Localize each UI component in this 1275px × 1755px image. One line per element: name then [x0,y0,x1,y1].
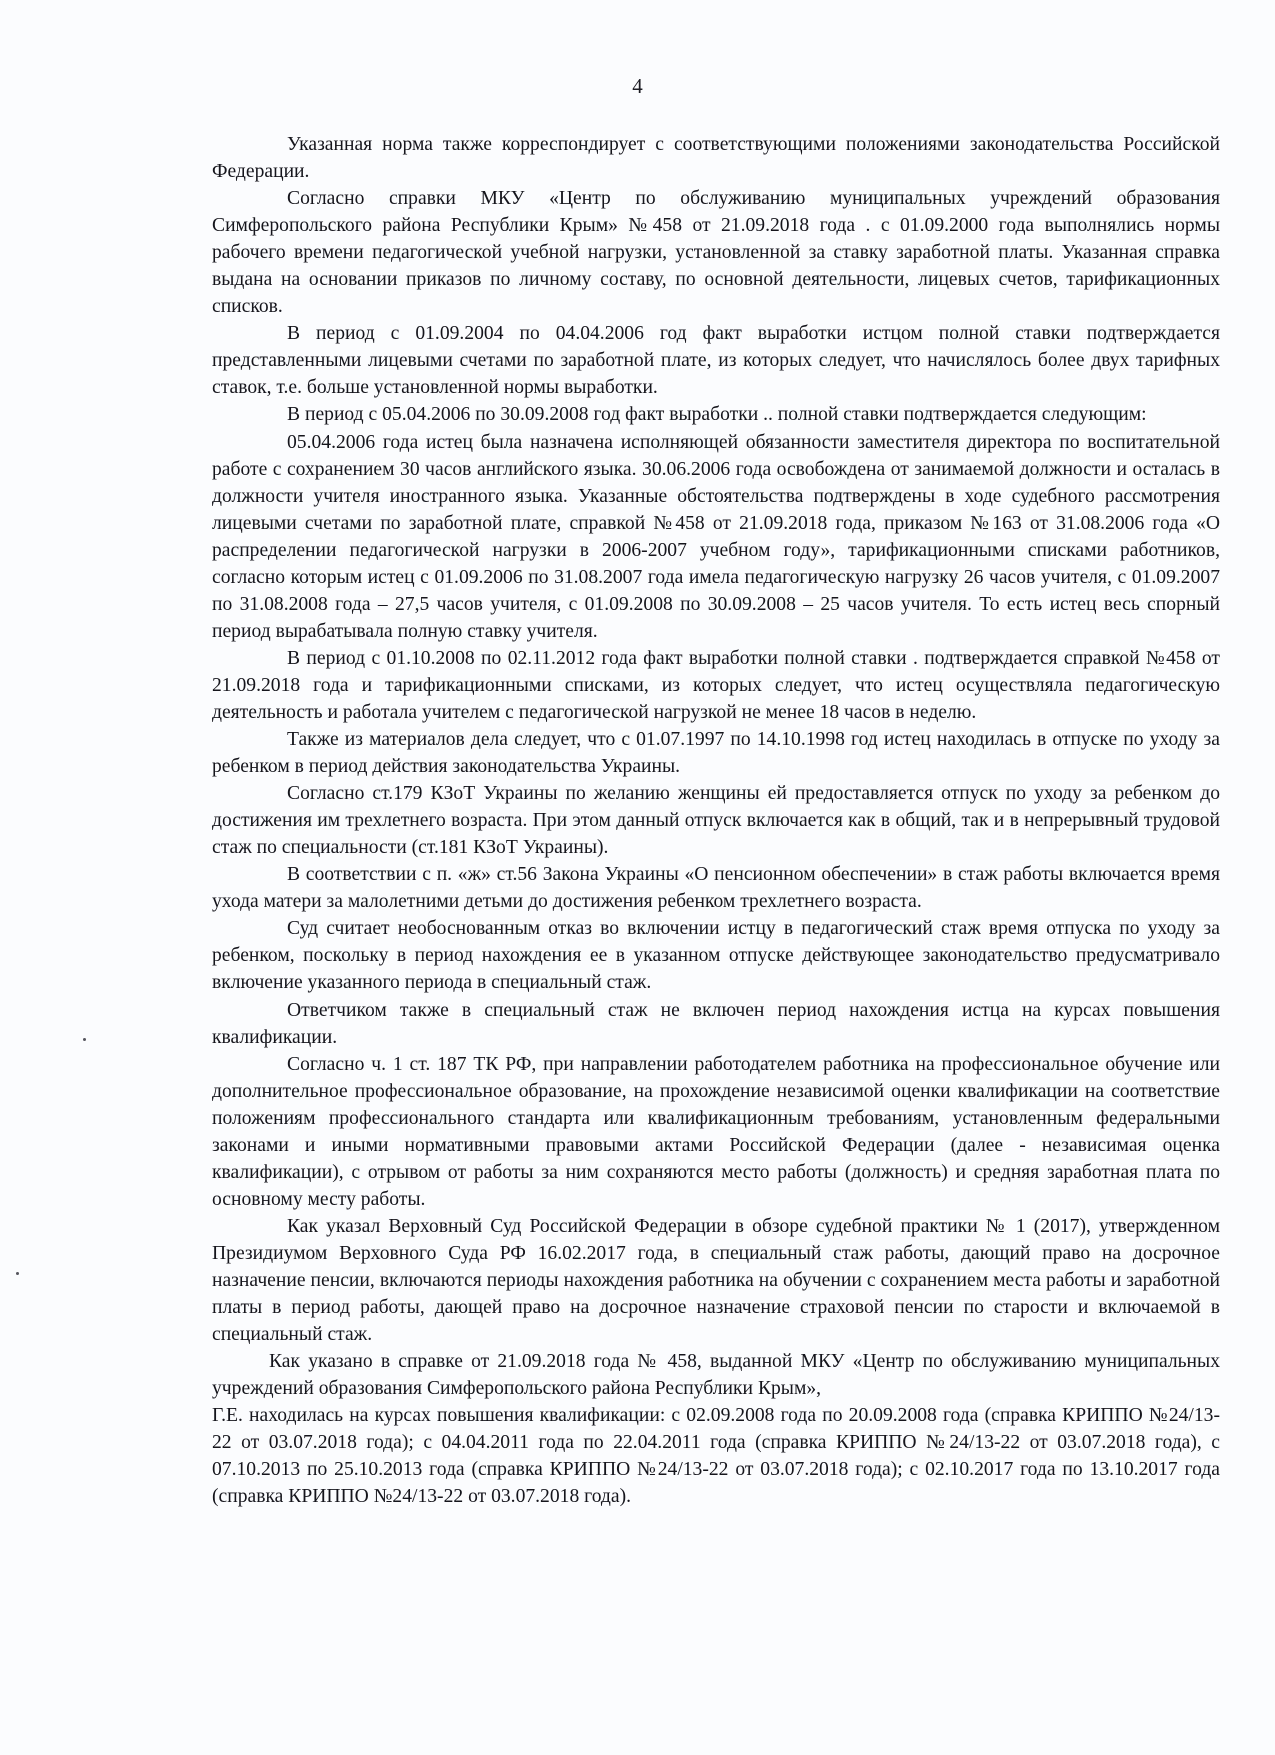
document-body [212,131,1220,1510]
paragraph: Согласно ст.179 КЗоТ Украины по желанию женщины ей предоставляется отпуск по уходу за ребенком до достижения им трехлетнего возраста. При этом данный отпуск включается как в общий, так и в непрерывный трудовой стаж по специальности (ст.181 КЗоТ Украины). [212,783,1220,859]
paragraph: Г.Е. находилась на курсах повышения квалификации: с 02.09.2008 года по 20.09.2008 года (справка КРИППО №24/13-22 от 03.07.2018 года); с 04.04.2011 года по 22.04.2011 года (справка КРИППО №24/13-22 от 03.07.2018 года), с 07.10.2013 по 25.10.2013 года (справка КРИППО №24/13-22 от 03.07.2018 года); с 02.10.2017 года по 13.10.2017 года (справка КРИППО №24/13-22 от 03.07.2018 года). [212,1405,1220,1508]
paragraph: Ответчиком также в специальный стаж не включен период нахождения истца на курсах повышения квалификации. [212,999,1220,1048]
paragraph: Согласно ч. 1 ст. 187 ТК РФ, при направлении работодателем работника на профессиональное обучение или дополнительное профессиональное образование, на прохождение независимой оценки квалификации на соответствие положениям профессионального стандарта или квалификационным требованиям, установленным федеральными законами и иными нормативными правовыми актами Российской Федерации (далее - независимая оценка квалификации), с отрывом от работы за ним сохраняются место работы (должность) и средняя заработная плата по основному месту работы. [212,1053,1220,1210]
paragraph: 05.04.2006 года истец была назначена исполняющей обязанности заместителя директора по воспитательной работе с сохранением 30 часов английского языка. 30.06.2006 года освобождена от занимаемой должности и осталась в должности учителя иностранного языка. Указанные обстоятельства подтверждены в ходе судебного рассмотрения лицевыми счетами по заработной плате, справкой №458 от 21.09.2018 года, приказом №163 от 31.08.2006 года «О распределении педагогической нагрузки в 2006-2007 учебном году», тарификационными списками работников, согласно которым истец с 01.09.2006 по 31.08.2007 года имела педагогическую нагрузку 26 часов учителя, с 01.09.2007 по 31.08.2008 года – 27,5 часов учителя, с 01.09.2008 по 30.09.2008 – 25 часов учителя. То есть истец весь спорный период вырабатывала полную ставку учителя. [212,431,1220,642]
paragraph: В период с 01.10.2008 по 02.11.2012 года факт выработки полной ставки . подтверждается справкой №458 от 21.09.2018 года и тарификационными списками, из которых следует, что истец осуществляла педагогическую деятельность и работала учителем с педагогической нагрузкой не менее 18 часов в неделю. [212,647,1220,723]
paragraph: В период с 01.09.2004 по 04.04.2006 год факт выработки истцом полной ставки подтверждается представленными лицевыми счетами по заработной плате, из которых следует, что начислялось более двух тарифных ставок, т.е. больше установленной нормы выработки. [212,323,1220,399]
scan-speck [16,1272,19,1275]
paragraph: В период с 05.04.2006 по 30.09.2008 год факт выработки .. полной ставки подтверждается следующим: [287,404,1147,426]
paragraph: Указанная норма также корреспондирует с соответствующими положениями законодательства Российской Федерации. [212,134,1220,183]
scan-speck [83,1038,86,1041]
paragraph: Также из материалов дела следует, что с 01.07.1997 по 14.10.1998 год истец находилась в отпуске по уходу за ребенком в период действия законодательства Украины. [212,729,1220,778]
paragraph: Как указал Верховный Суд Российской Федерации в обзоре судебной практики № 1 (2017), утвержденном Президиумом Верховного Суда РФ 16.02.2017 года, в специальный стаж работы, дающий право на досрочное назначение пенсии, включаются периоды нахождения работника на обучении с сохранением места работы и заработной платы в период работы, дающей право на досрочное назначение страховой пенсии по старости и включаемой в специальный стаж. [212,1215,1220,1346]
paragraph: Суд считает необоснованным отказ во включении истцу в педагогический стаж время отпуска по уходу за ребенком, поскольку в период нахождения ее в указанном отпуске действующее законодательство предусматривало включение указанного периода в специальный стаж. [212,918,1220,994]
page-number: 4 [632,74,643,98]
paragraph: Как указано в справке от 21.09.2018 года № 458, выданной МКУ «Центр по обслуживанию муниципальных учреждений образования Симферопольского района Республики Крым», [212,1351,1220,1400]
paragraph: Согласно справки МКУ «Центр по обслуживанию муниципальных учреждений образования Симферопольского района Республики Крым» №458 от 21.09.2018 года . с 01.09.2000 года выполнялись нормы рабочего времени педагогической учебной нагрузки, установленной за ставку заработной платы. Указанная справка выдана на основании приказов по личному составу, по основной деятельности, лицевых счетов, тарификационных списков. [212,188,1220,318]
paragraph: В соответствии с п. «ж» ст.56 Закона Украины «О пенсионном обеспечении» в стаж работы включается время ухода матери за малолетними детьми до достижения ребенком трехлетнего возраста. [212,864,1220,913]
